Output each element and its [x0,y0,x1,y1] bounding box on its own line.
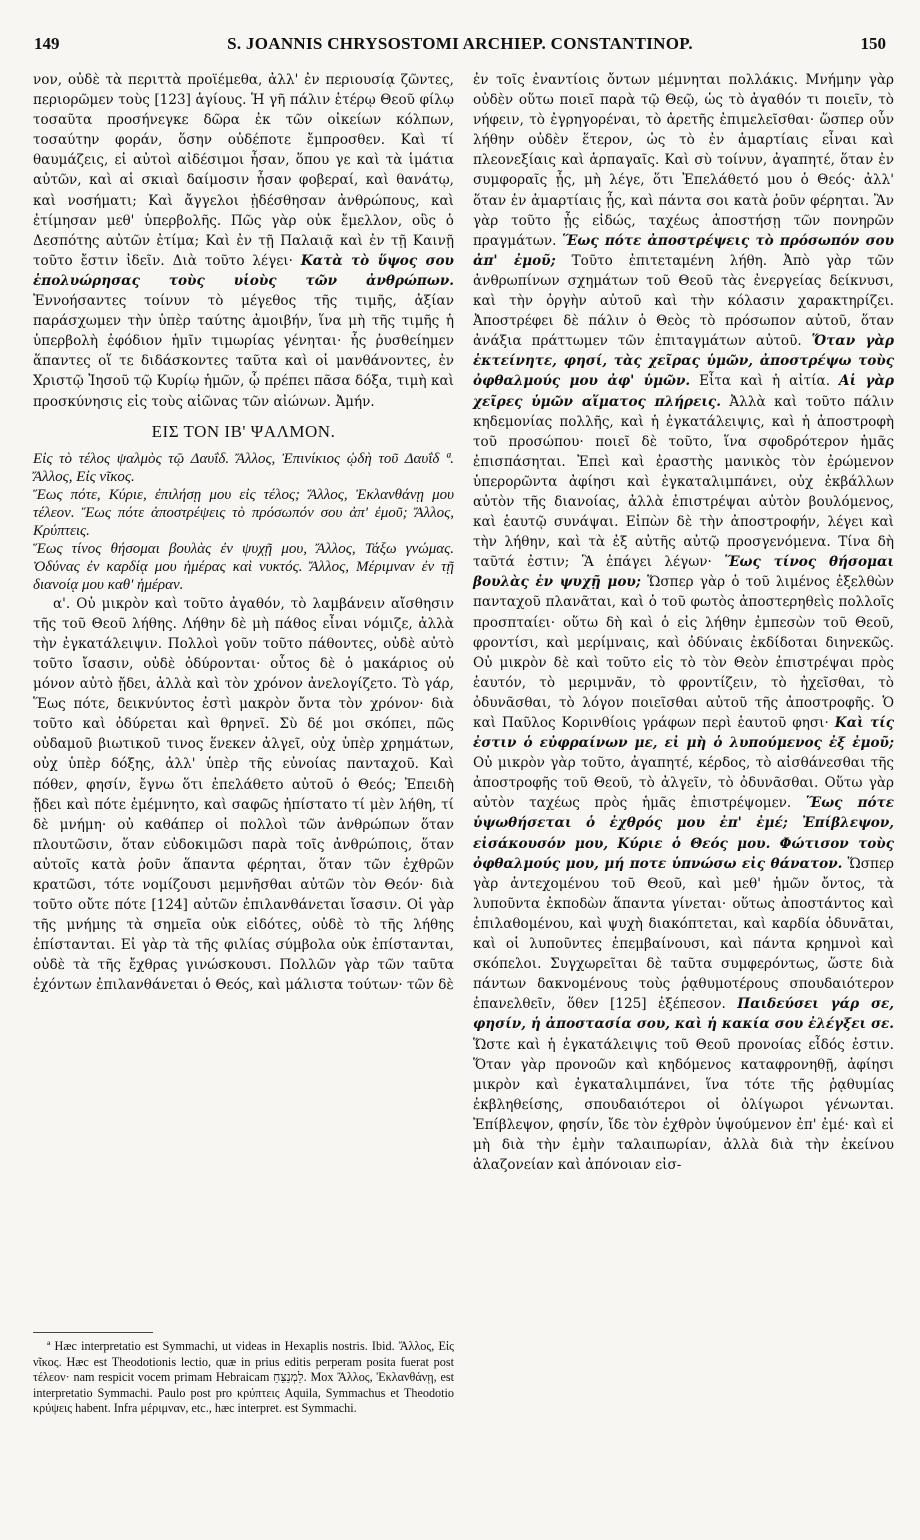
right-p8: Ὥστε καὶ ἡ ἐγκατάλειψις τοῦ Θεοῦ προνοίας εἶδός ἐστιν. Ὅταν γὰρ προνοῶν καὶ κηδόμενος καταφρονηθῇ, ἀφίησι μικρὸν καὶ ἐγκαταλιμπάνει, ἵνα τότε τῆς ῥᾳθυμίας ἐκβληθείσης, σπουδαιότεροι οἱ ὀλίγωροι γένωνται. Ἐπίβλεψον, φησίν, ἴδε τὸν ἐχθρὸν ὑψούμενον ἐπ' ἐμέ· καὶ εἰ μὴ διὰ τὴν ἐμὴν ταλαιπωρίαν, ἀλλὰ διὰ τὴν ἐκείνου ἀλαζονείαν καὶ ἀπόνοιαν εἰσ- [473,1036,894,1174]
left-paragraph-1 [33,70,454,412]
left-p1-text: νον, οὐδὲ τὰ περιττὰ προϊέμεθα, ἀλλ' ἐν περιουσίᾳ ζῶντες, περιορῶμεν τοὺς [123] ἁγίους. Ἡ γῆ πάλιν ἑτέρῳ Θεοῦ φίλῳ τοσαῦτα προσήνεγκε δῶρα ἐκ τῶν οἰκείων κόλπων, τοσαύτην φοράν, ὅσην οὐδέποτε ἔμπροσθεν. Καὶ τί θαυμάζεις, εἰ αὐτοὶ αἰδέσιμοι ἦσαν, ὅπου γε καὶ τὰ ἱμάτια αὐτῶν, καὶ αἱ σκιαὶ δαίμοσιν ἦσαν φοβεραί, καὶ θανάτῳ, καὶ νοσήματι; Καὶ ἄγγελοι ᾐδέσθησαν ἀνθρώπους, καὶ ἐτίμησαν μεθ' ὑπερβολῆς. Πῶς γὰρ οὐκ ἔμελλον, οὓς ὁ Δεσπότης αὐτῶν ἐτίμα; Καὶ ἐν τῇ Παλαιᾷ καὶ ἐν τῇ Καινῇ τοῦτο ἔστιν ἰδεῖν. Διὰ τοῦτο λέγει· [33,72,454,269]
right-q2: Ὅταν γὰρ ἐκτείνητε, φησί, τὰς χεῖρας ὑμῶν, ἀποστρέψω τοὺς ὀφθαλμούς μου ἀφ' ὑμῶν. [473,333,894,390]
right-p2: Τοῦτο ἐπιτεταμένη λήθη. Ἀπὸ γὰρ τῶν ἀνθρωπίνων σχημάτων τοῦ Θεοῦ τὰς ἐνεργείας δείκνυσι, καὶ τὴν ὀργὴν αὐτοῦ καὶ τὴν κόλασιν χαρακτηρίζει. Ἀποστρέφει δὲ πάλιν ὁ Θεὸς τὸ πρόσωπον αὐτοῦ, ὅταν ἀνάξια πράττωμεν τῶν ἐπιταγμάτων αὐτοῦ. [473,252,894,350]
right-p5: Ὥσπερ γὰρ ὁ τοῦ λιμένος ἐξελθὼν πανταχοῦ πλανᾶται, καὶ ὁ τοῦ φωτὸς ἀποστερηθεὶς πολλοῖς προσπταίει· οὕτω δὴ καὶ ὁ εἰς λήθην ἐμπεσὼν τοῦ Θεοῦ, φροντίσι, καὶ μερίμναις, καὶ ὀδύναις ἐκδίδοται διηνεκῶς. Οὐ μικρὸν δὲ καὶ τοῦτο εἰς τὸ τὸν Θεὸν ἐπιστρέψαι πρὸς ἑαυτόν, τὸ μεριμνᾶν, τὸ φροντίζειν, τὸ ἠχεῖσθαι, τὸ ὀδυνᾶσθαι, τὸ λόγον ποιεῖσθαι αὐτοῦ τῆς ἀποστροφῆς. Ὁ καὶ Παῦλος Κορινθίοις γράφων περὶ ἑαυτοῦ φησι· [473,574,894,731]
right-column [473,70,894,1175]
section-title: ΕΙΣ ΤΟΝ ΙΒ' ΨΑΛΜΟΝ. [151,421,336,441]
page-number-left: 149 [34,34,60,53]
right-q7: Παιδεύσει γάρ σε, φησίν, ἡ ἀποστασία σου, καὶ ἡ κακία σου ἐλέγξει σε. [473,996,894,1033]
running-title: S. JOANNIS CHRYSOSTOMI ARCHIEP. CONSTANTINOP. [227,34,693,53]
right-q3: Αἱ γὰρ χεῖρες ὑμῶν αἵματος πλήρεις. [473,373,895,410]
page-header [28,34,892,58]
right-q6: Ἕως πότε ὑψωθήσεται ὁ ἐχθρός μου ἐπ' ἐμέ; Ἐπίβλεψον, εἰσάκουσόν μου, Κύριε ὁ Θεός μου. Φώτισον τοὺς ὀφθαλμούς μου, μή ποτε ὑπνώσω εἰς θάνατον. [473,795,894,872]
right-q1: Ἕως πότε ἀποστρέψεις τὸ πρόσωπόν σου ἀπ' ἐμοῦ; [473,232,894,269]
footnote-text: ª Hæc interpretatio est Symmachi, ut videas in Hexaplis nostris. Ibid. Ἄλλος, Εἰς νῖκος. Hæc est Theodotionis lectio, quæ in prius editis perperam posita fuerat post τέλεον· nam respicit vocem primam Hebraicam לַמְנַצֵּחַ. Mox Ἄλλος, Ἐκλανθάνῃ, est interpretatio Symmachi. Paulo post pro κρύπτεις Aquila, Symmachus et Theodotio κρύψεις habent. Infra μέριμναν, etc., hæc interpret. est Symmachi. [33,1339,454,1416]
right-paragraph-1 [473,70,894,1175]
footnote-rule [33,1332,153,1333]
right-p7: Ὥσπερ γὰρ ἀντεχομένου τοῦ Θεοῦ, καὶ μεθ' ἡμῶν ὄντος, τὰ λυποῦντα ἐκποδὼν ἅπαντα γίνεται· οὕτως ἀποστάντος καὶ ἐπιλαθομένου, καὶ ψυχὴ διακόπτεται, καὶ καρδία ὀδυνᾶται, καὶ οἱ λυποῦντες ἐπεμβαίνουσι, καὶ πάντα κρημνοὶ καὶ σκόπελοι. Συγχωρεῖται δὲ ταῦτα συμφερόντως, ὥστε διὰ πάντων δακνομένους τοὺς ῥᾳθυμοτέρους σπουδαιότερον ἐπανελθεῖν, ὅθεν [125] ἐξέπεσον. [473,855,894,1013]
psalm-verse-3: Ἕως τίνος θήσομαι βουλὰς ἐν ψυχῇ μου, Ἄλλος, Τάξω γνώμας. Ὀδύνας ἐν καρδίᾳ μου ἡμέρας καὶ νυκτός. Ἄλλος, Μέριμναν ἐν τῇ διανοίᾳ μου καθ' ἡμέραν. [33,540,454,593]
right-q4: Ἕως τίνος θήσομαι βουλὰς ἐν ψυχῇ μου; [473,554,895,591]
footnote [33,1332,454,1417]
right-p6: Οὐ μικρὸν γὰρ τοῦτο, ἀγαπητέ, κέρδος, τὸ αἰσθάνεσθαι τῆς ἀποστροφῆς τοῦ Θεοῦ, τὸ ἀλγεῖν, τὸ ὀδυνᾶσθαι. Οὕτω γὰρ αὐτὸν ταχέως πρὸς ἡμᾶς ἐπιστρέψομεν. [473,755,894,812]
left-p1-quote: Κατὰ τὸ ὕψος σου ἐπολυώρησας τοὺς υἱοὺς τῶν ἀνθρώπων. [33,252,454,289]
right-p3: Εἶτα καὶ ἡ αἰτία. [699,373,831,390]
right-p4: Ἀλλὰ καὶ τοῦτο πάλιν κηδεμονίας πολλῆς, καὶ ἡ ἐγκατάλειψις, καὶ ἡ ἀποστροφὴ τοῦ προσώπου· ποιεῖ δὲ τοῦτο, ἵνα σφοδρότερον ἡμᾶς ἐπισπάσηται. Ἐπεὶ καὶ ἐραστὴς μανικὸς τὸν ἐρώμενον ὑπερορῶντα ἀφίησι καὶ ἐγκαταλιμπάνει, οὐχ ἐκβάλλων αὐτὸν τῆς διανοίας, ἀλλὰ ἐπιστρέψαι αὐτὸν βουλόμενος, καὶ ἑαυτῷ συνάψαι. Εἰπὼν δὲ τὴν ἀποστροφήν, λέγει καὶ τὴν λήθην, καὶ τὰ ἐξ αὐτῆς αὐτῷ προσγενόμενα. Τίνα δὴ ταῦτά ἐστιν; Ἃ ἐπάγει λέγων· [473,393,895,571]
right-q5: Καὶ τίς ἐστιν ὁ εὐφραίνων με, εἰ μὴ ὁ λυπούμενος ἐξ ἐμοῦ; [473,715,894,752]
psalm-verse-1: Εἰς τὸ τέλος ψαλμὸς τῷ Δαυΐδ. Ἄλλος, Ἐπινίκιος ᾠδὴ τοῦ Δαυΐδ ª. Ἄλλος, Εἰς νῖκος. [33,450,454,485]
left-column [33,70,454,996]
left-p1-cont: Ἐννοήσαντες τοίνυν τὸ μέγεθος τῆς τιμῆς, ἀξίαν παράσχωμεν τὴν ὑπὲρ ταύτης ἀμοιβήν, ἵνα μὴ τῆς τιμῆς ἡ ὑπερβολὴ ἐφόδιον ἡμῖν τιμωρίας γένηται· ἧς ῥυσθείημεν ἅπαντες οἵ τε διδάσκοντες ταῦτα καὶ οἱ μανθάνοντες, ἐν Χριστῷ Ἰησοῦ τῷ Κυρίῳ ἡμῶν, ᾧ πρέπει πᾶσα δόξα, τιμὴ καὶ προσκύνησις εἰς τοὺς αἰῶνας τῶν αἰώνων. Ἀμήν. [33,293,454,410]
right-p1: ἐν τοῖς ἐναντίοις ὄντων μέμνηται πολλάκις. Μνήμην γὰρ οὐδὲν οὕτω ποιεῖ παρὰ τῷ Θεῷ, ὡς τὸ ἀγαθόν τι ποιεῖν, τὸ νήφειν, τὸ ἐγρηγορέναι, τὸ ἀρετῆς ἐπιμελεῖσθαι· ὥσπερ οὖν λήθην οὐδὲν ἕτερον, ὡς τὸ ἐν ἁμαρτίαις εἶναι καὶ πλεονεξίαις καὶ ἁρπαγαῖς. Καὶ σὺ τοίνυν, ἀγαπητέ, ὅταν ἐν συμφοραῖς ᾖς, μὴ λέγε, ὅτι Ἐπελάθετό μου ὁ Θεός· ἀλλ' ὅταν ἐν ἁμαρτίαις ᾖς, καὶ πάντα σοι κατὰ ῥοῦν φέρηται. Ἂν γὰρ τοῦτο ᾖς εἰδώς, ταχέως ἀποστήσῃ τῶν πονηρῶν πραγμάτων. [473,72,894,249]
page-number-right: 150 [860,34,886,53]
left-paragraph-2: α'. Οὐ μικρὸν καὶ τοῦτο ἀγαθόν, τὸ λαμβάνειν αἴσθησιν τῆς τοῦ Θεοῦ λήθης. Λήθην δὲ μὴ πάθος εἶναι νόμιζε, ἀλλὰ τὴν ἐγκατάλειψιν. Πολλοὶ γοῦν τοῦτο πάθοντες, οὐδὲ αὐτὸ τοῦτο ἴσασιν, οὐδὲ ὀδύρονται· οὗτος δὲ ὁ μακάριος οὐ μόνον αὐτὸ ᾔδει, ἀλλὰ καὶ τὸν χρόνον ἀνελογίζετο. Τὸ γάρ, Ἕως πότε, δεικνύντος ἐστὶ μακρὸν ὄντα τὸν χρόνον· διὰ τοῦτο καὶ ὀδύρεται καὶ θρηνεῖ. Σὺ δέ μοι σκόπει, πῶς οὐδαμοῦ βιωτικοῦ τινος ἕνεκεν ἀλγεῖ, οὐχ ὑπὲρ χρημάτων, οὐχ ὑπὲρ δόξης, ἀλλ' ὑπὲρ τῆς εὐνοίας πανταχοῦ. Καὶ πόθεν, φησίν, ἔγνω ὅτι ἐπελάθετο αὐτοῦ ὁ Θεός; Ἐπειδὴ ᾔδει καὶ πότε ἐμέμνητο, καὶ σαφῶς ἠπίστατο τί μὲν λήθη, τί δὲ μνήμη· οὐ καθάπερ οἱ πολλοὶ τῶν ἀνθρώπων ὅταν πλουτῶσιν, ὅταν εὐδοκιμῶσι παρὰ τοῖς ἀνθρώποις, ὅταν αὐτοῖς κατὰ ῥοῦν ἅπαντα φέρηται, ὅταν τῶν ἐχθρῶν κρατῶσι, τότε νομίζουσι μεμνῆσθαι αὐτῶν τὸν Θεόν· διὰ τοῦτο οὔτε πότε [124] αὐτῶν ἐπιλανθάνεται ἴσασιν. Οἱ γὰρ τῆς μνήμης τὰ σημεῖα οὐκ εἰδότες, οὐδὲ τὸ τῆς λήθης ἐπίστανται. Εἰ γὰρ τὰ τῆς φιλίας σύμβολα οὐκ ἐπίστανται, οὐδὲ τὰ τῆς ἔχθρας γινώσκουσι. Πολλῶν γὰρ τῶν ταῦτα ἐχόντων ἐπιλανθάνεται ὁ Θεός, καὶ μάλιστα τούτων· τῶν δὲ [33,595,454,994]
psalm-verse-2: Ἕως πότε, Κύριε, ἐπιλήσῃ μου εἰς τέλος; Ἄλλος, Ἐκλανθάνῃ μου τέλεον. Ἕως πότε ἀποστρέψεις τὸ πρόσωπόν σου ἀπ' ἐμοῦ; Ἄλλος, Κρύπτεις. [33,486,454,539]
